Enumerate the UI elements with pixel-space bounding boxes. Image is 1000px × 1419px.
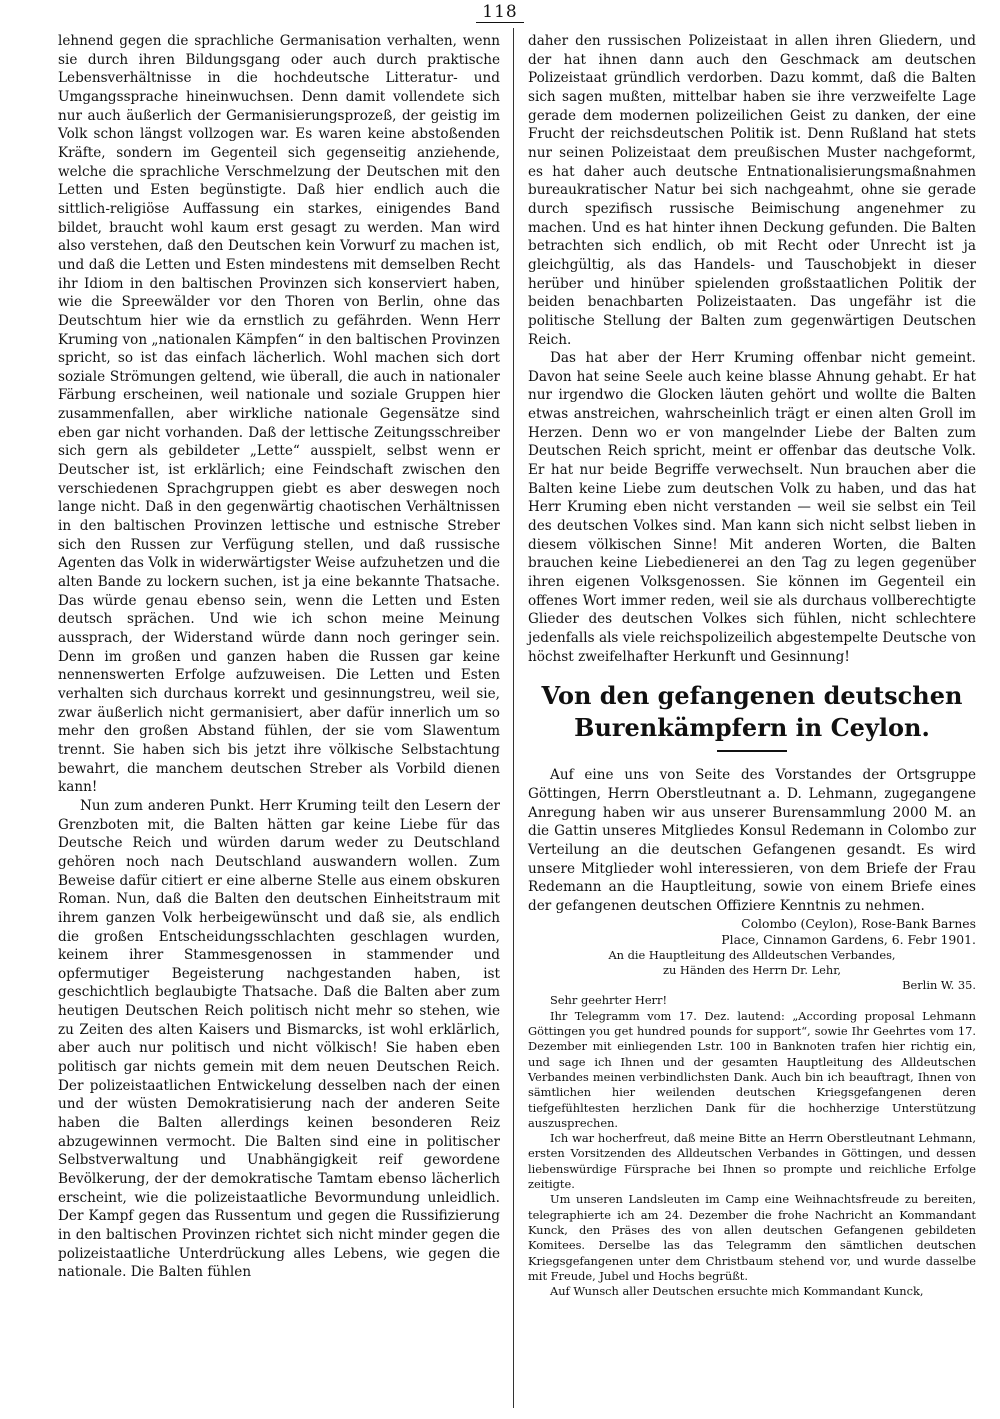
right-paragraph-1: daher den russischen Polizeistaat in allen ihren Gliedern, und der hat ihnen dann auch den Geschmack am deutschen Polizeistaat gründlich verdorben. Dazu kommt, daß die Balten sich sagen mußten, mittelbar haben sie ihre verzweifelte Lage gerade dem modernen polizeilichen Geist zu danken, der eine Frucht der reichsdeutschen Politik ist. Denn Rußland hat stets nur seinen Polizeistaat dem preußischen Muster nachgeformt, es hat daher auch deutsche Entnationalisierungsmaßnahmen bureaukratischer Natur bei sich nachgeahmt, ohne sie gerade durch spezifisch russische Beimischung angenehmer zu machen. Und es hat hinter ihnen Deckung gefunden. Die Balten betrachten sich endlich, ob mit Recht oder Unrecht ist ja gleichgültig, als das Handels- und Tauschobjekt in dieser herüber und hinüber spielenden großstaatlichen Politik der beiden benachbarten Polizeistaaten. Das ungefähr ist die politische Stellung der Balten zum gegenwärtigen Deutschen Reich. bbox=[528, 33, 976, 348]
letter-place-line-2: Place, Cinnamon Gardens, 6. Febr 1901. bbox=[721, 931, 976, 947]
letter-paragraph-3: Um unseren Landsleuten im Camp eine Weihnachtsfreude zu bereiten, telegraphierte ich am 24. Dezember die frohe Nachricht an Kommandant Kunck, den Präses des von allen deutschen Gefangenen gebildeten Komitees. Derselbe las das Telegramm den sämtlichen deutschen Kriegsgefangenen unter dem Christbaum stehend vor, und wurde dasselbe mit Freude, Jubel und Hochs begrüßt. bbox=[528, 1192, 976, 1283]
letter bbox=[528, 916, 976, 1300]
left-column bbox=[58, 32, 500, 1282]
letter-address-2: zu Händen des Herrn Dr. Lehr, bbox=[662, 962, 842, 977]
article-intro: Auf eine uns von Seite des Vorstandes der Ortsgruppe Göttingen, Herrn Oberstleutnant a. D. Lehmann, zugegangene Anregung haben wir aus unserer Burensammlung 2000 M. an die Gattin unseres Mitgliedes Konsul Redemann in Colombo zur Verteilung an die deutschen Gefangenen gesandt. Es wird unsere Mitglieder wohl interessieren, von dem Briefe der Frau Redemann an die Hauptleitung, sowie von einem Briefe eines der gefangenen deutschen Offiziere Kenntnis zu nehmen. bbox=[528, 767, 976, 914]
letter-place-line-1: Colombo (Ceylon), Rose-Bank Barnes bbox=[741, 915, 976, 931]
right-column bbox=[528, 32, 976, 1299]
left-paragraph-1: lehnend gegen die sprachliche Germanisation verhalten, wenn sie durch ihren Bildungsgang oder auch durch praktische Lebensverhältnisse in die hochdeutsche Litteratur- und Umgangssprache hineinwuchsen. Denn damit vollendete sich nur auch äußerlich der Germanisierungsprozeß, der geistig im Volk schon längst vollzogen war. Es waren keine abstoßenden Kräfte, sondern im Gegenteil sich gegenseitig anziehende, welche die sprachliche Verschmelzung der Deutschen mit den Letten und Esten begünstigte. Daß hier endlich auch die sittlich-religiöse Auffassung ein starkes, einigendes Band bildet, braucht wohl kaum erst gesagt zu werden. Man wird also verstehen, daß den Deutschen kein Vorwurf zu machen ist, und daß die Letten und Esten mindestens mit demselben Recht ihr Idiom in den baltischen Provinzen sich konserviert haben, wie die Spreewälder vor den Thoren von Berlin, ohne das Deutschtum hier wie da ernstlich zu gefährden. Wenn Herr Kruming von „nationalen Kämpfen“ in den baltischen Provinzen spricht, so ist das einfach lächerlich. Wohl machen sich dort soziale Strömungen geltend, wie überall, die auch in nationaler Färbung erscheinen, weil nationale und soziale Gruppen hier zusammenfallen, aber wirkliche nationale Gegensätze sind eben gar nicht vorhanden. Daß der lettische Zeitungsschreiber sich gern als gebildeter „Lette“ ausspielt, selbst wenn er Deutscher ist, ist erklärlich; eine Feindschaft zwischen den verschiedenen Sprachgruppen giebt es aber deswegen noch lange nicht. Daß in den gegenwärtig chaotischen Verhältnissen in den baltischen Provinzen lettische und estnische Streber sich den Russen zur Verfügung stellen, und daß russische Agenten das Volk in widerwärtigster Weise aufzuhetzen und die alten Bande zu lockern suchen, ist ja eine bekannte Thatsache. Das würde genau ebenso sein, wenn die Letten und Esten deutsch sprächen. Und wie ich schon meine Meinung aussprach, der Widerstand würde dann noch geringer sein. Denn im großen und ganzen haben die Russen gar keine nennenswerten Erfolge aufzuweisen. Die Letten und Esten verhalten sich durchaus korrekt und gesinnungstreu, weil sie, zwar äußerlich nicht germanisiert, aber dafür innerlich um so mehr den großen Abstand fühlen, der sie vom Slawentum trennt. Sie haben sich bis jetzt ihre völkische Selbstachtung bewahrt, die manchem deutschen Streber als Vorbild dienen kann! bbox=[58, 33, 500, 796]
article-heading: Von den gefangenen deutschen Burenkämpfern in Ceylon. bbox=[541, 681, 963, 743]
letter-address-3: Berlin W. 35. bbox=[902, 978, 976, 993]
letter-paragraph-4: Auf Wunsch aller Deutschen ersuchte mich Kommandant Kunck, bbox=[550, 1284, 924, 1299]
letter-paragraph-1: Ihr Telegramm vom 17. Dez. lautend: „According proposal Lehmann Göttingen you get hundred pounds for support“, sowie Ihr Geehrtes vom 17. Dezember mit einliegenden Lstr. 100 in Banknoten trafen hier richtig ein, und sage ich Ihnen und der gesamten Hauptleitung des Alldeutschen Verbandes meinen verbindlichsten Dank. Auch bin ich beauftragt, Ihnen von sämtlichen hier weilenden deutschen Kriegsgefangenen deren tiefgefühltesten herzlichen Dank für die hochherzige Unterstützung auszusprechen. bbox=[528, 1008, 976, 1130]
heading-rule bbox=[717, 750, 787, 752]
left-paragraph-2: Nun zum anderen Punkt. Herr Kruming teilt den Lesern der Grenzboten mit, die Balten hätten gar keine Liebe für das Deutsche Reich und würden darum weder zu Deutschland gehören noch nach Deutschland auswandern wollen. Zum Beweise dafür citiert er eine alberne Stelle aus einem obskuren Roman. Nun, daß die Balten den deutschen Einheitstraum mit ihrem ganzen Volk herbeigewünscht und daß sie, als endlich die großen Entscheidungsschlachten geschlagen wurden, keinem ihrer Stammesgenossen in stammender und opfermutiger Begeisterung nachgestanden haben, ist geschichtlich beglaubigte Thatsache. Daß die Balten aber zum heutigen Deutschen Reich politisch nicht mehr so stehen, wie zu Zeiten des alten Kaisers und Bismarcks, ist wohl erklärlich, aber auch nur politisch und nicht völkisch! Sie haben eben politisch gar nichts gemein mit dem neuen Deutschen Reich. Der polizeistaatlichen Entwickelung desselben nach der einen und der wüsten Demokratisierung nach der anderen Seite haben die Balten allerdings keinen besonderen Reiz abzugewinnen vermocht. Die Balten sind eine in politischer Selbstverwaltung und Unabhängigkeit reif gewordene Bevölkerung, der der demokratische Tamtam ebenso lächerlich erscheint, wie die polizeistaatliche Bevormundung unleidlich. Der Kampf gegen das Russentum und gegen die Russifizierung in den baltischen Provinzen richtet sich nicht minder gegen die polizeistaatliche Unterdrückung alles Lebens, wie gegen die nationale. Die Balten fühlen bbox=[58, 797, 500, 1281]
letter-address-1: An die Hauptleitung des Alldeutschen Verbandes, bbox=[608, 947, 896, 962]
right-paragraph-2: Das hat aber der Herr Kruming offenbar nicht gemeint. Davon hat seine Seele auch keine blasse Ahnung gehabt. Er hat nur irgendwo die Glocken läuten gehört und wollte die Balten etwas anstreichen, wahrscheinlich trägt er einen alten Groll im Herzen. Denn wo er von mangelnder Liebe der Balten zum Deutschen Reich spricht, meint er offenbar das deutsche Volk. Er hat nur beide Begriffe verwechselt. Nun brauchen aber die Balten keine Liebe zum deutschen Volk zu haben, und das hat Herr Kruming eben nicht verstanden — weil sie selbst ein Teil des deutschen Volkes sind. Man kann sich nicht selbst lieben in diesem völkischen Sinne! Mit anderen Worten, die Balten brauchen keine Liebedienerei an den Tag zu legen gegenüber ihren eigenen Volksgenossen. Sie können im Gegenteil ein offenes Wort immer reden, weil sie als durchaus vollberechtigte Glieder des deutschen Volkes sich fühlen, nicht schlechtere jedenfalls als viele reichspolizeilich abgestempelte Deutsche von höchst zweifelhafter Herkunft und Gesinnung! bbox=[528, 350, 976, 665]
letter-salutation: Sehr geehrter Herr! bbox=[550, 993, 668, 1008]
column-divider bbox=[513, 28, 514, 1408]
page-number: 118 bbox=[0, 2, 1000, 22]
letter-paragraph-2: Ich war hocherfreut, daß meine Bitte an Herrn Oberstleutnant Lehmann, ersten Vorsitzenden des Alldeutschen Verbandes in Göttingen, und dessen liebenswürdige Fürsprache bei Ihnen so prompte und reichliche Erfolge zeitigte. bbox=[528, 1131, 976, 1192]
